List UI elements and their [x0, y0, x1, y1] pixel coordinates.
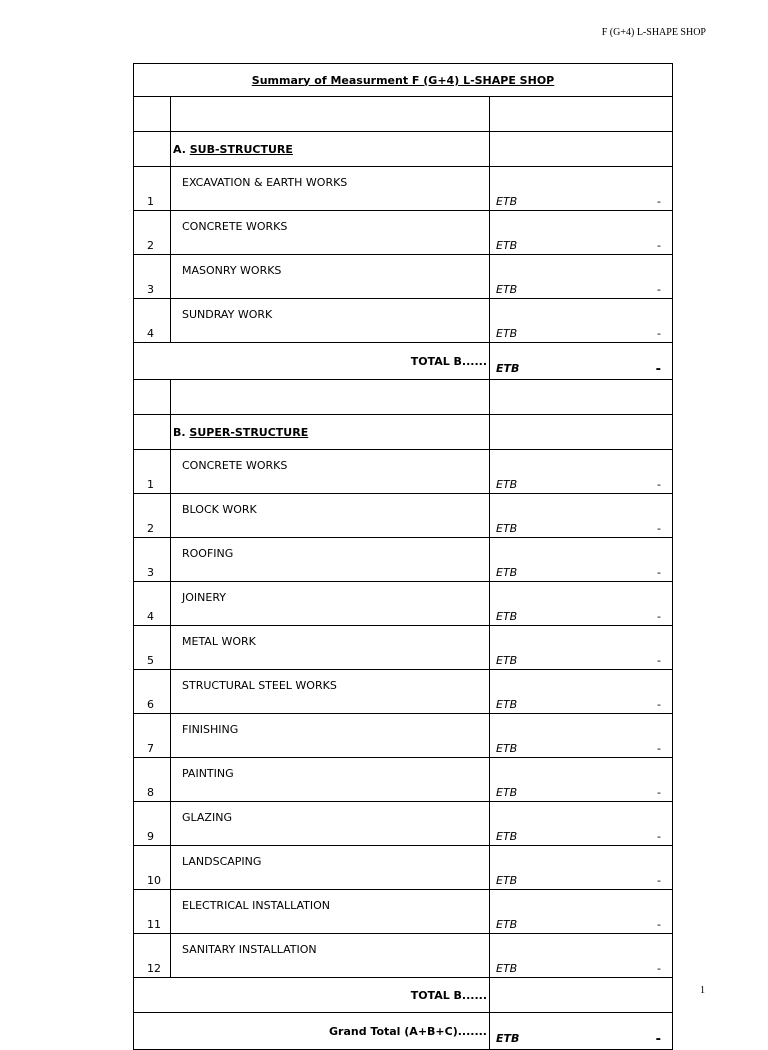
section-a-header: [134, 132, 673, 167]
item-amount: [490, 582, 673, 626]
line-item-row: [134, 255, 673, 299]
item-number: 1: [134, 167, 171, 211]
item-description: METAL WORK: [171, 626, 490, 670]
amount-value: -: [657, 962, 661, 975]
item-amount: [490, 211, 673, 255]
item-number: 4: [134, 299, 171, 343]
currency-label: ETB: [496, 478, 518, 491]
line-item-row: [134, 494, 673, 538]
item-number: 10: [134, 846, 171, 890]
amount-value: -: [657, 566, 661, 579]
line-item-row: [134, 714, 673, 758]
line-item-row: [134, 802, 673, 846]
item-number: 1: [134, 450, 171, 494]
line-item-row: [134, 582, 673, 626]
item-description: LANDSCAPING: [171, 846, 490, 890]
currency-label: ETB: [496, 522, 518, 535]
item-amount: [490, 450, 673, 494]
line-item-row: [134, 299, 673, 343]
section-b-total-amount: [490, 978, 673, 1013]
item-number: 4: [134, 582, 171, 626]
amount-value: -: [657, 654, 661, 667]
currency-label: ETB: [496, 698, 518, 711]
currency-label: ETB: [496, 742, 518, 755]
amount-value: -: [657, 522, 661, 535]
item-amount: [490, 846, 673, 890]
item-number: 7: [134, 714, 171, 758]
amount-value: -: [657, 239, 661, 252]
item-amount: [490, 890, 673, 934]
blank-row: [134, 97, 673, 132]
section-b-header: [134, 415, 673, 450]
item-number: 9: [134, 802, 171, 846]
section-b-total-label: TOTAL B......: [134, 978, 490, 1013]
item-number: 8: [134, 758, 171, 802]
section-b-total-row: [134, 978, 673, 1013]
line-item-row: [134, 450, 673, 494]
section-b-heading: B. SUPER-STRUCTURE: [171, 415, 490, 450]
amount-value: -: [657, 610, 661, 623]
section-a-heading: A. SUB-STRUCTURE: [171, 132, 490, 167]
amount-value: -: [657, 830, 661, 843]
item-description: JOINERY: [171, 582, 490, 626]
line-item-row: [134, 626, 673, 670]
item-amount: [490, 714, 673, 758]
item-description: GLAZING: [171, 802, 490, 846]
currency-label: ETB: [496, 610, 518, 623]
item-description: CONCRETE WORKS: [171, 450, 490, 494]
grand-total-row: [134, 1013, 673, 1050]
amount-value: -: [657, 283, 661, 296]
page-number: 1: [700, 985, 705, 996]
item-amount: [490, 255, 673, 299]
line-item-row: [134, 890, 673, 934]
currency-label: ETB: [496, 566, 518, 579]
line-item-row: [134, 934, 673, 978]
summary-table: [133, 63, 673, 1050]
currency-label: ETB: [496, 874, 518, 887]
item-amount: [490, 167, 673, 211]
blank-row: [134, 380, 673, 415]
currency-label: ETB: [496, 786, 518, 799]
currency-label: ETB: [496, 327, 518, 340]
amount-value: -: [657, 195, 661, 208]
item-number: 5: [134, 626, 171, 670]
currency-label: ETB: [496, 962, 518, 975]
grand-total-amount: ETB -: [490, 1013, 673, 1050]
item-number: 11: [134, 890, 171, 934]
item-amount: [490, 299, 673, 343]
item-amount: [490, 758, 673, 802]
grand-total-label: Grand Total (A+B+C).......: [134, 1013, 490, 1050]
item-number: 2: [134, 211, 171, 255]
item-amount: [490, 670, 673, 714]
item-description: MASONRY WORKS: [171, 255, 490, 299]
line-item-row: [134, 538, 673, 582]
item-description: SUNDRAY WORK: [171, 299, 490, 343]
section-a-total-label: TOTAL B......: [134, 343, 490, 380]
item-amount: [490, 494, 673, 538]
item-description: SANITARY INSTALLATION: [171, 934, 490, 978]
item-description: FINISHING: [171, 714, 490, 758]
line-item-row: [134, 167, 673, 211]
item-amount: [490, 802, 673, 846]
amount-value: -: [657, 874, 661, 887]
item-description: PAINTING: [171, 758, 490, 802]
currency-label: ETB: [496, 830, 518, 843]
amount-value: -: [657, 327, 661, 340]
item-description: STRUCTURAL STEEL WORKS: [171, 670, 490, 714]
currency-label: ETB: [496, 239, 518, 252]
line-item-row: [134, 758, 673, 802]
item-amount: [490, 934, 673, 978]
header-note: F (G+4) L-SHAPE SHOP: [601, 27, 706, 38]
currency-label: ETB: [496, 918, 518, 931]
amount-value: -: [657, 918, 661, 931]
item-number: 3: [134, 538, 171, 582]
section-a-total-row: [134, 343, 673, 380]
amount-value: -: [657, 478, 661, 491]
amount-value: -: [657, 786, 661, 799]
currency-label: ETB: [496, 195, 518, 208]
item-description: ROOFING: [171, 538, 490, 582]
currency-label: ETB: [496, 654, 518, 667]
section-a-total-amount: ETB -: [490, 343, 673, 380]
amount-value: -: [657, 742, 661, 755]
item-number: 12: [134, 934, 171, 978]
item-number: 6: [134, 670, 171, 714]
line-item-row: [134, 211, 673, 255]
item-description: EXCAVATION & EARTH WORKS: [171, 167, 490, 211]
currency-label: ETB: [496, 283, 518, 296]
line-item-row: [134, 846, 673, 890]
item-description: ELECTRICAL INSTALLATION: [171, 890, 490, 934]
item-amount: [490, 626, 673, 670]
item-number: 2: [134, 494, 171, 538]
amount-value: -: [657, 698, 661, 711]
line-item-row: [134, 670, 673, 714]
item-description: CONCRETE WORKS: [171, 211, 490, 255]
item-number: 3: [134, 255, 171, 299]
item-amount: [490, 538, 673, 582]
item-description: BLOCK WORK: [171, 494, 490, 538]
document-title: Summary of Measurment F (G+4) L-SHAPE SHOP: [134, 64, 673, 97]
